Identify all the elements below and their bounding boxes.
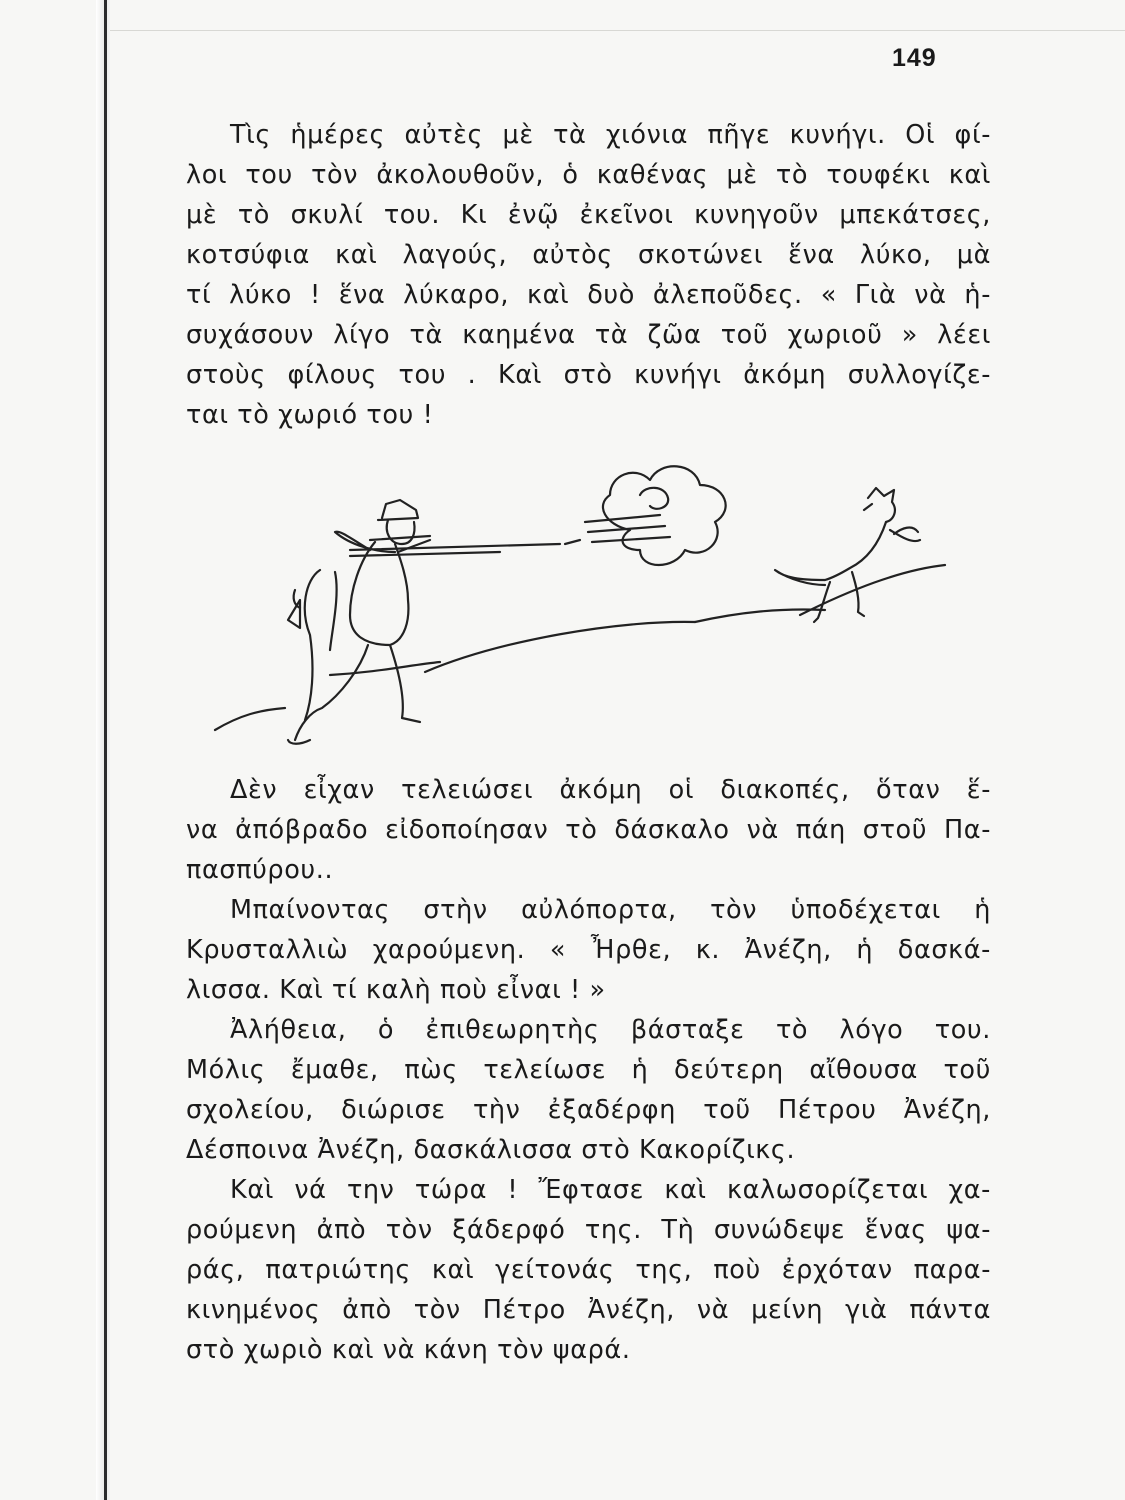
book-spine-shadow: [96, 0, 110, 1500]
text-line: πασπύρου..: [186, 855, 334, 885]
book-gutter-line: [104, 0, 107, 1500]
text-line: Δέσποινα Ἀνέζη, δασκάλισσα στὸ Κακορίζικς.: [186, 1135, 796, 1165]
text-line: ρούμενη ἀπὸ τὸν ξάδερφό της. Τὴ συνώδεψε ἕνας ψα-: [186, 1215, 991, 1245]
text-line: λοι του τὸν ἀκολουθοῦν, ὁ καθένας μὲ τὸ τουφέκι καὶ: [186, 160, 991, 190]
text-line: σχολείου, διώρισε τὴν ἐξαδέρφη τοῦ Πέτρου Ἀνέζη,: [186, 1095, 991, 1125]
text-line: Ἀλήθεια, ὁ ἐπιθεωρητὴς βάσταξε τὸ λόγο του.: [230, 1015, 991, 1045]
text-line: συχάσουν λίγο τὰ καημένα τὰ ζῶα τοῦ χωριοῦ » λέει: [186, 320, 991, 350]
page-top-edge: [110, 30, 1125, 31]
text-line: μὲ τὸ σκυλί του. Κι ἐνῷ ἐκεῖνοι κυνηγοῦν μπεκάτσες,: [186, 200, 991, 230]
text-line: Μόλις ἔμαθε, πὼς τελείωσε ἡ δεύτερη αἴθουσα τοῦ: [186, 1055, 991, 1085]
hunter-icon: [288, 500, 560, 744]
text-line: τί λύκο ! ἕνα λύκαρο, καὶ δυὸ ἀλεποῦδες. « Γιὰ νὰ ἡ-: [186, 280, 991, 310]
gun-smoke-icon: [565, 466, 726, 565]
hunting-illustration: [200, 440, 980, 780]
text-line: Τὶς ἡμέρες αὐτὲς μὲ τὰ χιόνια πῆγε κυνήγι. Οἱ φί-: [230, 120, 991, 150]
text-line: να ἀπόβραδο εἰδοποίησαν τὸ δάσκαλο νὰ πάη στοῦ Πα-: [186, 815, 991, 845]
fox-icon: [775, 488, 920, 622]
text-line: ράς, πατριώτης καὶ γείτονάς της, ποὺ ἐρχόταν παρα-: [186, 1255, 991, 1285]
paragraph-hunting: [186, 115, 991, 435]
text-line: Κρυσταλλιὼ χαρούμενη. « Ἦρθε, κ. Ἀνέζη, ἡ δασκά-: [186, 935, 991, 965]
page-number: 149: [892, 44, 937, 72]
text-line: Δὲν εἶχαν τελειώσει ἀκόμη οἱ διακοπές, ὅταν ἕ-: [230, 775, 991, 805]
paragraph-teacher-arrival: [186, 770, 991, 1370]
text-line: λισσα. Καὶ τί καλὴ ποὺ εἶναι ! »: [186, 975, 606, 1005]
text-line: Καὶ νά την τώρα ! Ἔφτασε καὶ καλωσορίζεται χα-: [230, 1175, 991, 1205]
text-line: κινημένος ἀπὸ τὸν Πέτρο Ἀνέζη, νὰ μείνη γιὰ πάντα: [186, 1295, 991, 1325]
text-line: στοὺς φίλους του . Καὶ στὸ κυνήγι ἀκόμη συλλογίζε-: [186, 360, 991, 390]
text-line: Μπαίνοντας στὴν αὐλόπορτα, τὸν ὑποδέχεται ἡ: [230, 895, 991, 925]
text-line: ται τὸ χωριό του !: [186, 400, 434, 430]
text-line: στὸ χωριὸ καὶ νὰ κάνη τὸν ψαρά.: [186, 1335, 631, 1365]
text-line: κοτσύφια καὶ λαγούς, αὐτὸς σκοτώνει ἕνα λύκο, μὰ: [186, 240, 991, 270]
